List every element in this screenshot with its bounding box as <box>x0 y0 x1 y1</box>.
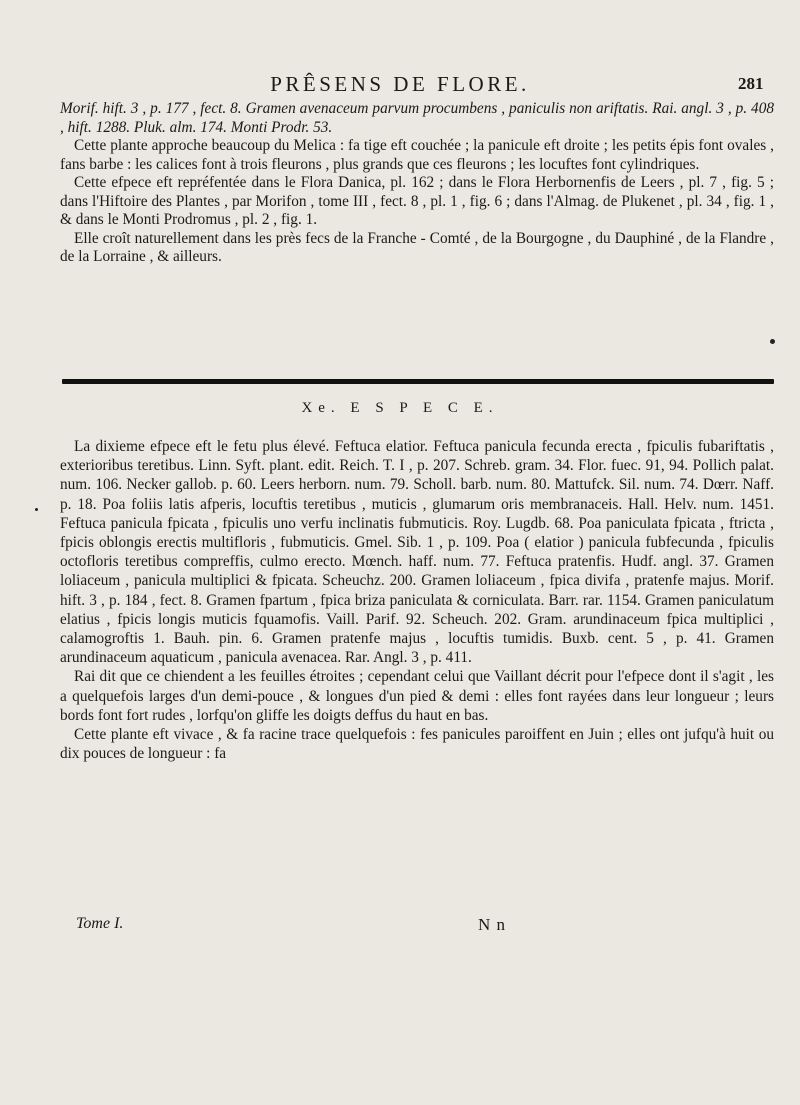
bottom-text-block <box>60 437 774 763</box>
habitat-paragraph: Elle croît naturellement dans les près fecs de la Franche - Comté , de la Bourgogne , du Dauphiné , de la Flandre , de la Lorraine , & ailleurs. <box>60 229 774 265</box>
illustrations-paragraph: Cette efpece eft repréfentée dans le Flora Danica, pl. 162 ; dans le Flora Herbornenfis de Leers , pl. 7 , fig. 5 ; dans l'Hiftoire des Plantes , par Morifon , tome III , fect. 8 , pl. 1 , fig. 6 ; dans l'Almag. de Plukenet , pl. 34 , fig. 1 , & dans le Monti Prodromus , pl. 2 , fig. 1. <box>60 174 774 228</box>
top-text-block <box>60 100 774 267</box>
leaves-paragraph: Rai dit que ce chiendent a les feuilles étroites ; cependant celui que Vaillant décrit pour l'efpece dont il s'agit , les a quelquefois larges d'un demi-pouce , & longues d'un pied & demi : elles font rayées dans leur longueur ; leurs bords font fort rudes , lorfqu'on gliffe les doigts deffus du haut en bas. <box>60 668 774 724</box>
page-footer <box>0 915 800 939</box>
section-heading: Xe. E S P E C E. <box>301 400 499 416</box>
citation-paragraph: Morif. hift. 3 , p. 177 , fect. 8. Gramen avenaceum parvum procumbens , paniculis non ariftatis. Rai. angl. 3 , p. 408 , hift. 1288. Pluk. alm. 174. Monti Prodr. 53. <box>60 100 774 136</box>
signature-mark: N n <box>478 915 507 934</box>
running-title: PRÊSENS DE FLORE. <box>270 72 530 96</box>
description-paragraph: Cette plante approche beaucoup du Melica : fa tige eft couchée ; la panicule eft droite ; les petits épis font ovales , fans barbe : les calices font à trois fleurons , plus grands que ces fleurons ; les locuftes font cylindriques. <box>60 137 774 173</box>
species-paragraph: La dixieme efpece eft le fetu plus élevé. Feftuca elatior. Feftuca panicula fecunda erecta , fpiculis fubariftatis , exterioribus teretibus. Linn. Syft. plant. edit. Reich. T. I , p. 207. Schreb. gram. 34. Flor. fuec. 91, 94. Pollich palat. num. 106. Necker gallob. p. 60. Leers herborn. num. 79. Scholl. barb. num. 80. Mattufck. Sil. num. 74. Dœrr. Naff. p. 18. Poa foliis latis afperis, locuftis teretibus , muticis , glumarum oris membranaceis. Hall. Helv. num. 1451. Feftuca panicula fpicata , fpiculis uno verfu inclinatis fubmuticis. Roy. Lugdb. 68. Poa paniculata fpicata , ftricta , fpicis oblongis erectis multifloris , fubmuticis. Gmel. Sib. 1 , p. 109. Poa ( elatior ) panicula fubfecunda , fpiculis octofloris teretibus compreffis, culmo erecto. Mœnch. haff. num. 77. Feftuca pratenfis. Hudf. angl. 37. Gramen loliaceum , panicula multiplici & fpicata. Scheuchz. 200. Gramen loliaceum , fpica divifa , pratenfe majus. Morif. hift. 3 , p. 184 , fect. 8. Gramen fpartum , fpica briza paniculata & corniculata. Barr. rar. 1154. Gramen paniculatum elatius , fpicis longis muticis fquamofis. Vaill. Parif. 92. Scheuch. 202. Gram. arundinaceum fpica multiplici , calamogroftis 1. Bauh. pin. 6. Gramen pratenfe majus , locuftis tumidis. Buxb. cent. 5 , p. 41. Gramen arundinaceum aquaticum , panicula avenacea. Rar. Angl. 3 , p. 411. <box>60 438 774 667</box>
volume-label: Tome I. <box>76 915 124 932</box>
page-header <box>0 72 800 98</box>
ink-speck <box>770 339 775 344</box>
perennial-paragraph: Cette plante eft vivace , & fa racine trace quelquefois : fes panicules paroiffent en Juin ; elles ont jufqu'à huit ou dix pouces de longueur : fa <box>60 726 774 763</box>
ink-speck <box>35 508 38 511</box>
page-number: 281 <box>738 74 764 93</box>
section-rule <box>62 379 774 384</box>
